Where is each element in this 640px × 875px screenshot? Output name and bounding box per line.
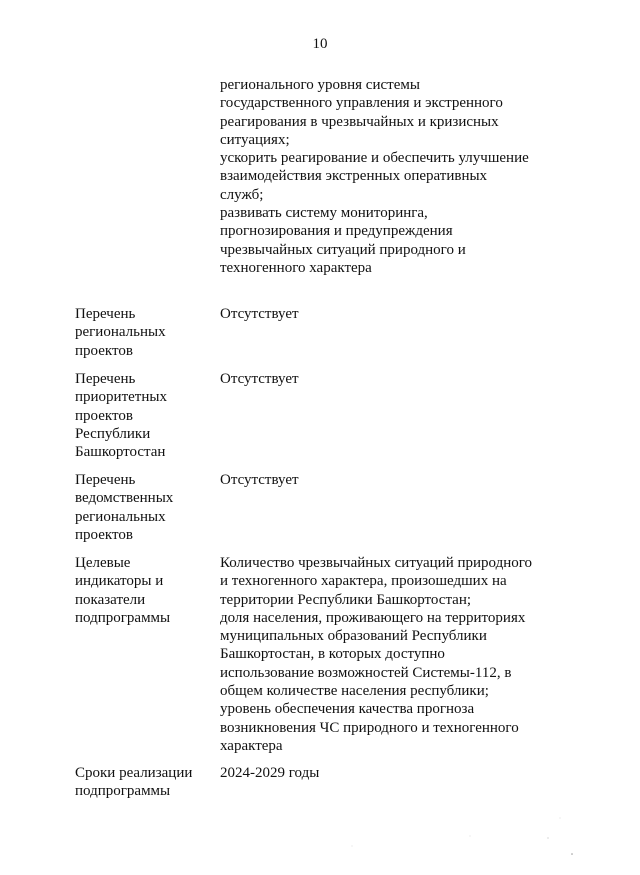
- row-value: Отсутствует: [220, 472, 299, 488]
- continued-text: регионального уровня системы государственного управления и экстренного реагирования в чрезвычайных и кризисных ситуациях; ускорить реагирование и обеспечить улучшение взаимодействия экстренных оперативных служб; развивать систему мониторинга, прогнозирования и предупреждения чрезвычайных ситуаций природного и техногенного характера: [220, 77, 529, 276]
- page-number: 10: [312, 36, 328, 52]
- row-label: Перечень ведомственных региональных проектов: [75, 472, 174, 543]
- scan-speck: [352, 846, 353, 847]
- scan-speck: [547, 837, 548, 838]
- row-value: 2024-2029 годы: [220, 765, 320, 781]
- scan-speck: [470, 836, 471, 837]
- row-label: Перечень региональных проектов: [75, 306, 166, 359]
- row-value: Отсутствует: [220, 371, 299, 387]
- scan-speck: [571, 853, 573, 855]
- row-label: Перечень приоритетных проектов Республики Башкортостан: [75, 371, 167, 461]
- row-value: Отсутствует: [220, 306, 299, 322]
- row-label: Целевые индикаторы и показатели подпрограммы: [75, 555, 171, 626]
- row-value: Количество чрезвычайных ситуаций природного и техногенного характера, произошедших на территории Республики Башкортостан; доля населения, проживающего на территориях муниципальных образований Республики Башкортостан, в которых доступно использование возможностей Системы-112, в общем количестве населения республики; уровень обеспечения качества прогноза возникновения ЧС природного и техногенного характера: [220, 555, 533, 754]
- row-label: Сроки реализации подпрограммы: [75, 765, 193, 800]
- scan-speck: [560, 818, 561, 819]
